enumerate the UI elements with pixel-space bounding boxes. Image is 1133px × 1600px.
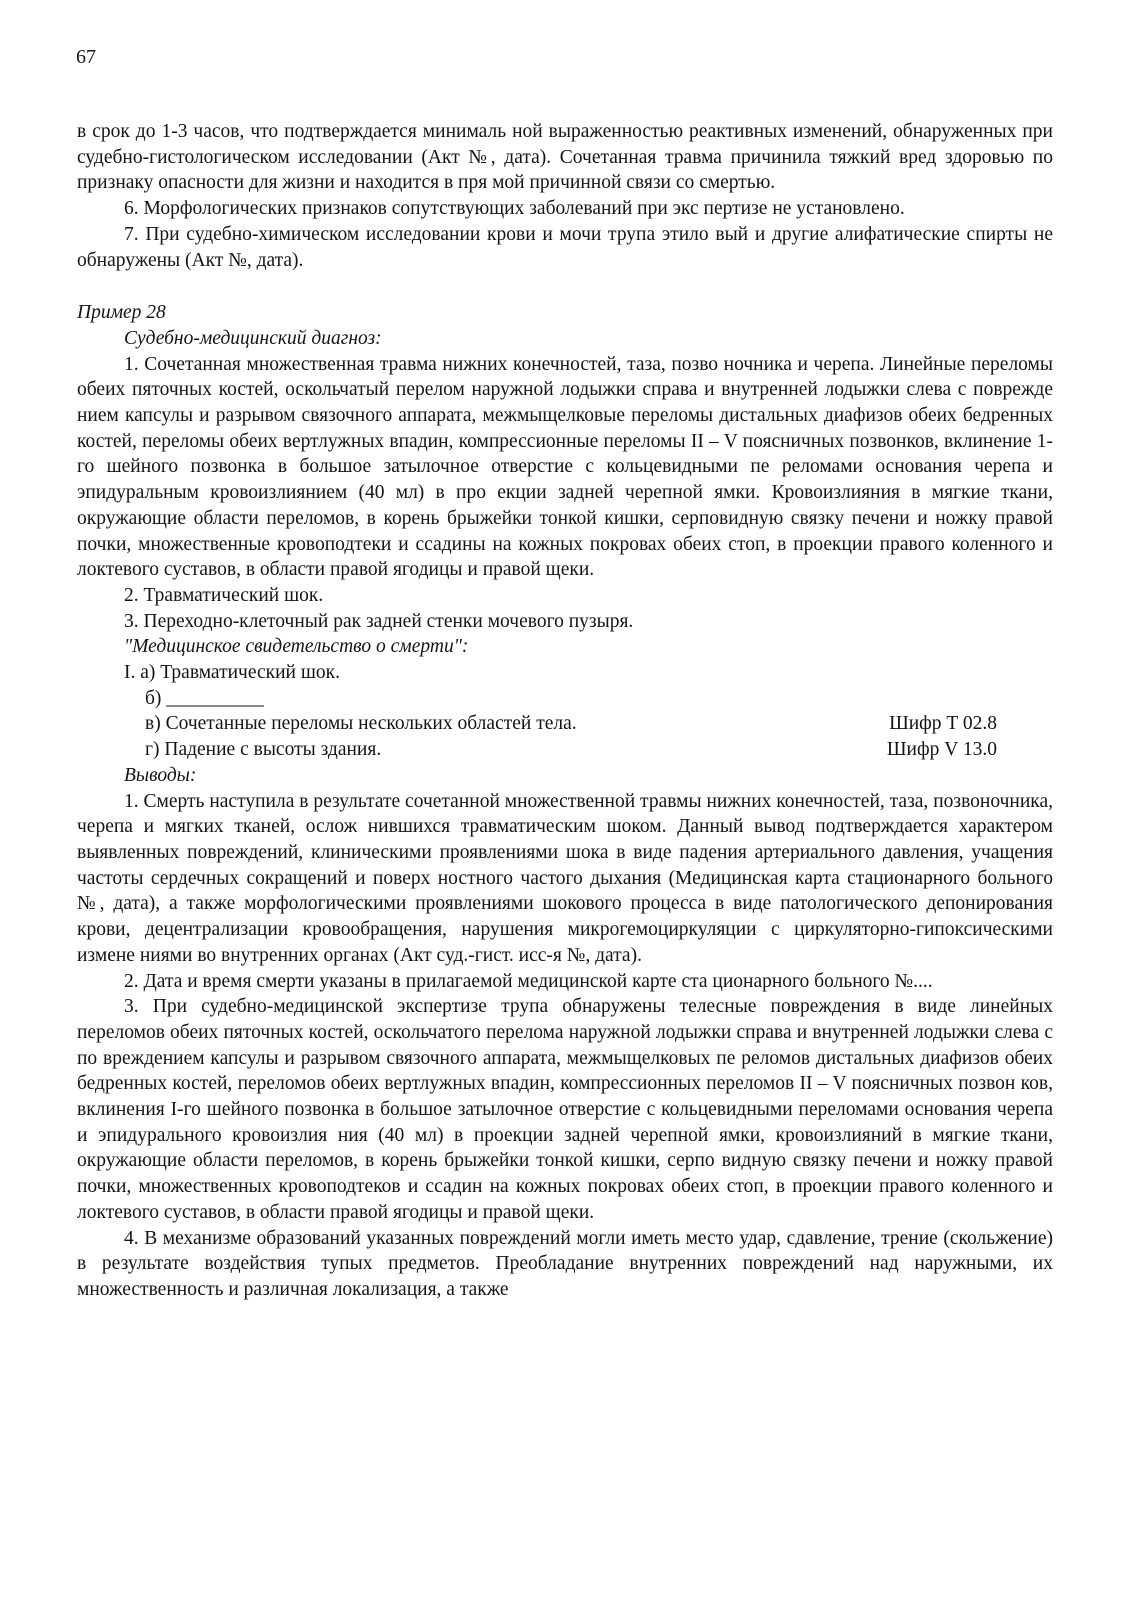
- diagnosis-item-1: 1. Сочетанная множественная травма нижних конечностей, таза, позво ночника и черепа. Линейные переломы обеих пяточных костей, оскольчатый перелом наружной лодыжки справа и внутренней лодыжки слева с поврежде нием капсулы и разрывом связочного аппарата, межмыщелковые переломы дистальных диафизов обеих бедренных костей, переломы обеих вертлужных впадин, компрессионные переломы II – V поясничных позвонков, вклинение 1-го шейного позвонка в большое затылочное отверстие с кольцевидными пе реломами основания черепа и эпидуральным кровоизлиянием (40 мл) в про екции задней черепной ямки. Кровоизлияния в мягкие ткани, окружающие области переломов, в корень брыжейки тонкой кишки, серповидную связку печени и ножку правой почки, множественные кровоподтеки и ссадины на кожных покровах обеих стоп, в проекции правого коленного и локтевого суставов, в области правой ягодицы и правой щеки.: [77, 353, 1053, 581]
- example-title: Пример 28: [77, 302, 166, 324]
- paragraph-intro-6: 6. Морфологических признаков сопутствующих заболеваний при экс пертизе не установлено.: [124, 198, 905, 220]
- diagnosis-item-3: 3. Переходно-клеточный рак задней стенки мочевого пузыря.: [124, 610, 634, 632]
- certificate-line-a: I. а) Травматический шок.: [124, 662, 340, 684]
- conclusion-3: 3. При судебно-медицинской экспертизе трупа обнаружены телесные повреждения в виде линейных переломов обеих пяточных костей, оскольчатого перелома наружной лодыжки справа и внутренней лодыжки слева с по вреждением капсулы и разрывом связочного аппарата, межмыщелковых пе реломов дистальных диафизов обеих бедренных костей, переломов обеих вертлужных впадин, компрессионных переломов II – V поясничных позвон ков, вклинения I-го шейного позвонка в большое затылочное отверстие с кольцевидными переломами основания черепа и эпидурального кровоизлия ния (40 мл) в проекции задней черепной ямки, кровоизлияний в мягкие ткани, окружающие области переломов, в корень брыжейки тонкой кишки, серпо видную связку печени и ножку правой почки, множественных кровоподтеков и ссадин на кожных покровах обеих стоп, в проекции правого коленного и локтевого суставов, в области правой ягодицы и правой щеки.: [77, 996, 1053, 1223]
- certificate-line-b: б) __________: [145, 687, 264, 709]
- page-body: [77, 119, 1053, 1303]
- certificate-line-v: в) Сочетанные переломы нескольких областей тела.: [145, 713, 577, 735]
- certificate-code-g: Шифр V 13.0: [886, 739, 997, 761]
- page-number: 67: [76, 46, 96, 68]
- certificate-row-g: [77, 737, 1053, 763]
- conclusion-1: 1. Смерть наступила в результате сочетанной множественной травмы нижних конечностей, таза, позвоночника, черепа и мягких тканей, ослож нившихся травматическим шоком. Данный вывод подтверждается характером выявленных повреждений, клиническими проявлениями шока в виде падения артериального давления, учащения частоты сердечных сокращений и поверх ностного частого дыхания (Медицинская карта стационарного больного №, дата), а также морфологическими проявлениями шокового процесса в виде патологического депонирования крови, децентрализации кровообращения, нарушения микрогемоциркуляции с циркуляторно-гипоксическими измене ниями во внутренних органах (Акт суд.-гист. исс-я №, дата).: [77, 790, 1053, 966]
- certificate-row-v: [77, 711, 1053, 737]
- diagnosis-heading: Судебно-медицинский диагноз:: [124, 327, 382, 349]
- conclusions-heading: Выводы:: [124, 764, 197, 786]
- conclusion-4: 4. В механизме образований указанных повреждений могли иметь место удар, сдавление, трение (скольжение) в результате воздействия тупых предметов. Преобладание внутренних повреждений над наружными, их множественность и различная локализация, а также: [77, 1227, 1053, 1300]
- paragraph-intro-continuation: в срок до 1-3 часов, что подтверждается минималь ной выраженностью реактивных изменений, обнаруженных при судебно-гистологическом исследовании (Акт №, дата). Сочетанная травма причинила тяжкий вред здоровью по признаку опасности для жизни и находится в пря мой причинной связи со смертью.: [77, 121, 1053, 194]
- conclusion-2: 2. Дата и время смерти указаны в прилагаемой медицинской карте ста ционарного больного №....: [124, 970, 933, 992]
- certificate-heading: "Медицинское свидетельство о смерти":: [124, 636, 469, 658]
- spacer: [77, 273, 1053, 300]
- certificate-code-v: Шифр T 02.8: [889, 713, 997, 735]
- certificate-line-g: г) Падение с высоты здания.: [145, 739, 382, 761]
- paragraph-intro-7: 7. При судебно-химическом исследовании крови и мочи трупа этило вый и другие алифатические спирты не обнаружены (Акт №, дата).: [77, 223, 1053, 271]
- diagnosis-item-2: 2. Травматический шок.: [124, 584, 324, 606]
